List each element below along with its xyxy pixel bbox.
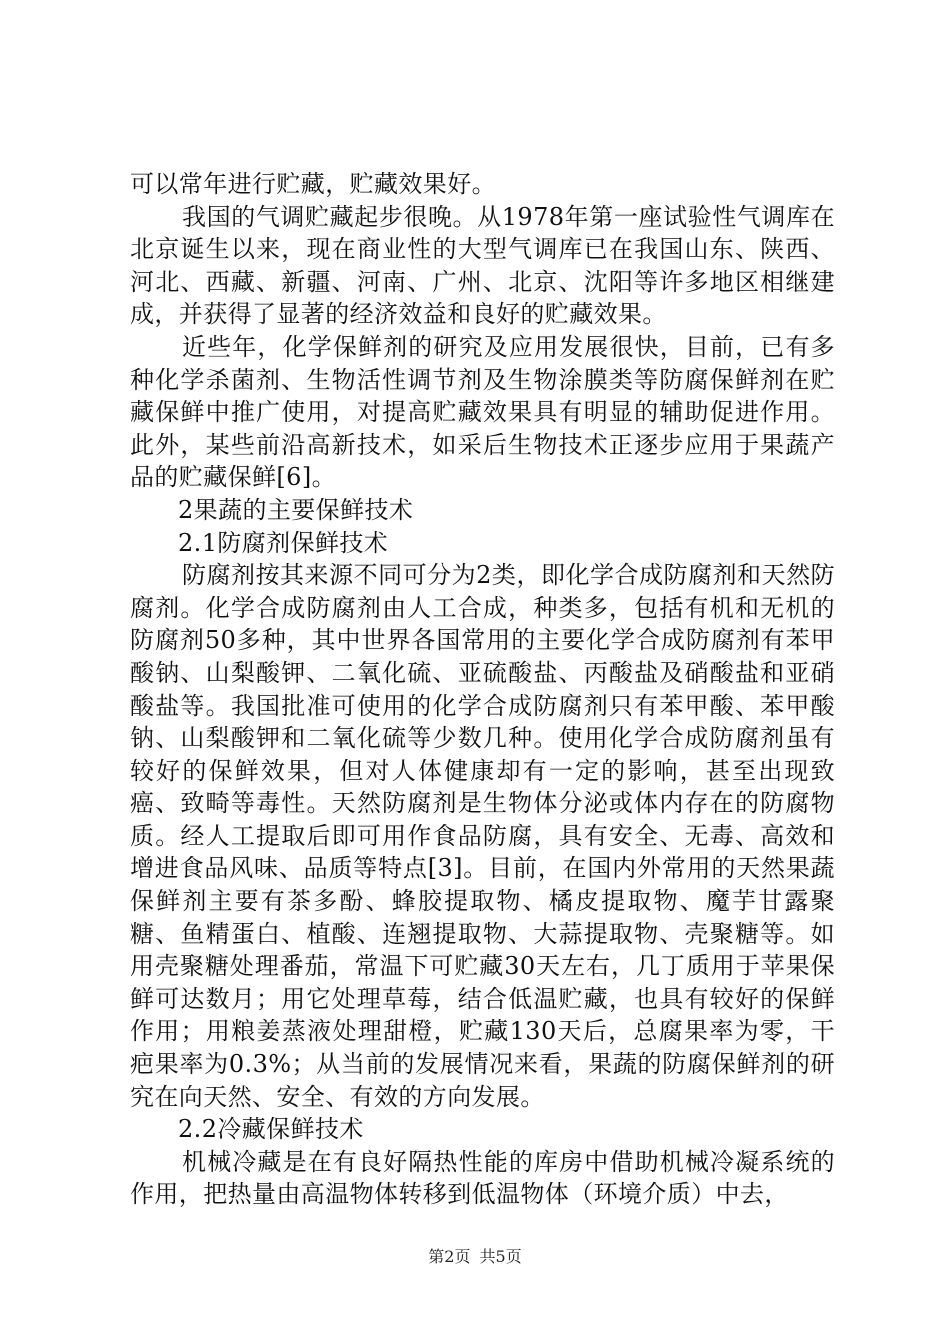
page-footer — [0, 1246, 950, 1268]
page-total: 共5页 — [479, 1247, 522, 1266]
section-heading-2-1: 2.1防腐剂保鲜技术 — [178, 528, 389, 557]
paragraph-chemical-preservatives: 近些年，化学保鲜剂的研究及应用发展很快，目前，已有多种化学杀菌剂、生物活性调节剂及生物涂膜类等防腐保鲜剂在贮藏保鲜中推广使用，对提高贮藏效果具有明显的辅助促进作用。此外，某些前沿高新技术，如采后生物技术正逐步应用于果蔬产品的贮藏保鲜[6]。 — [130, 332, 835, 492]
paragraph-storage-history: 我国的气调贮藏起步很晚。从1978年第一座试验性气调库在北京诞生以来，现在商业性的大型气调库已在我国山东、陕西、河北、西藏、新疆、河南、广州、北京、沈阳等许多地区相继建成，并获得了显著的经济效益和良好的贮藏效果。 — [130, 202, 835, 329]
paragraph-preservative-types: 防腐剂按其来源不同可分为2类，即化学合成防腐剂和天然防腐剂。化学合成防腐剂由人工合成，种类多，包括有机和无机的防腐剂50多种，其中世界各国常用的主要化学合成防腐剂有苯甲酸钠、山梨酸钾、二氧化硫、亚硫酸盐、丙酸盐及硝酸盐和亚硝酸盐等。我国批准可使用的化学合成防腐剂只有苯甲酸、苯甲酸钠、山梨酸钾和二氧化硫等少数几种。使用化学合成防腐剂虽有较好的保鲜效果，但对人体健康却有一定的影响，甚至出现致癌、致畸等毒性。天然防腐剂是生物体分泌或体内存在的防腐物质。经人工提取后即可用作食品防腐，具有安全、无毒、高效和增进食品风味、品质等特点[3]。目前，在国内外常用的天然果蔬保鲜剂主要有茶多酚、蜂胶提取物、橘皮提取物、魔芋甘露聚糖、鱼精蛋白、植酸、连翘提取物、大蒜提取物、壳聚糖等。如用壳聚糖处理番茄，常温下可贮藏30天左右，几丁质用于苹果保鲜可达数月；用它处理草莓，结合低温贮藏，也具有较好的保鲜作用；用粮姜蒸液处理甜橙，贮藏130天后，总腐果率为零，干疤果率为0.3%；从当前的发展情况来看，果蔬的防腐保鲜剂的研究在向天然、安全、有效的方向发展。 — [130, 561, 835, 1111]
page-number: 第2页 — [428, 1247, 471, 1266]
paragraph-continuation: 可以常年进行贮藏，贮藏效果好。 — [130, 170, 496, 198]
section-heading-2: 2果蔬的主要保鲜技术 — [178, 495, 414, 524]
section-heading-2-2: 2.2冷藏保鲜技术 — [178, 1115, 364, 1144]
body-text — [130, 168, 835, 1211]
paragraph-mechanical-refrigeration: 机械冷藏是在有良好隔热性能的库房中借助机械冷凝系统的作用，把热量由高温物体转移到低温物体（环境介质）中去， — [130, 1147, 835, 1209]
